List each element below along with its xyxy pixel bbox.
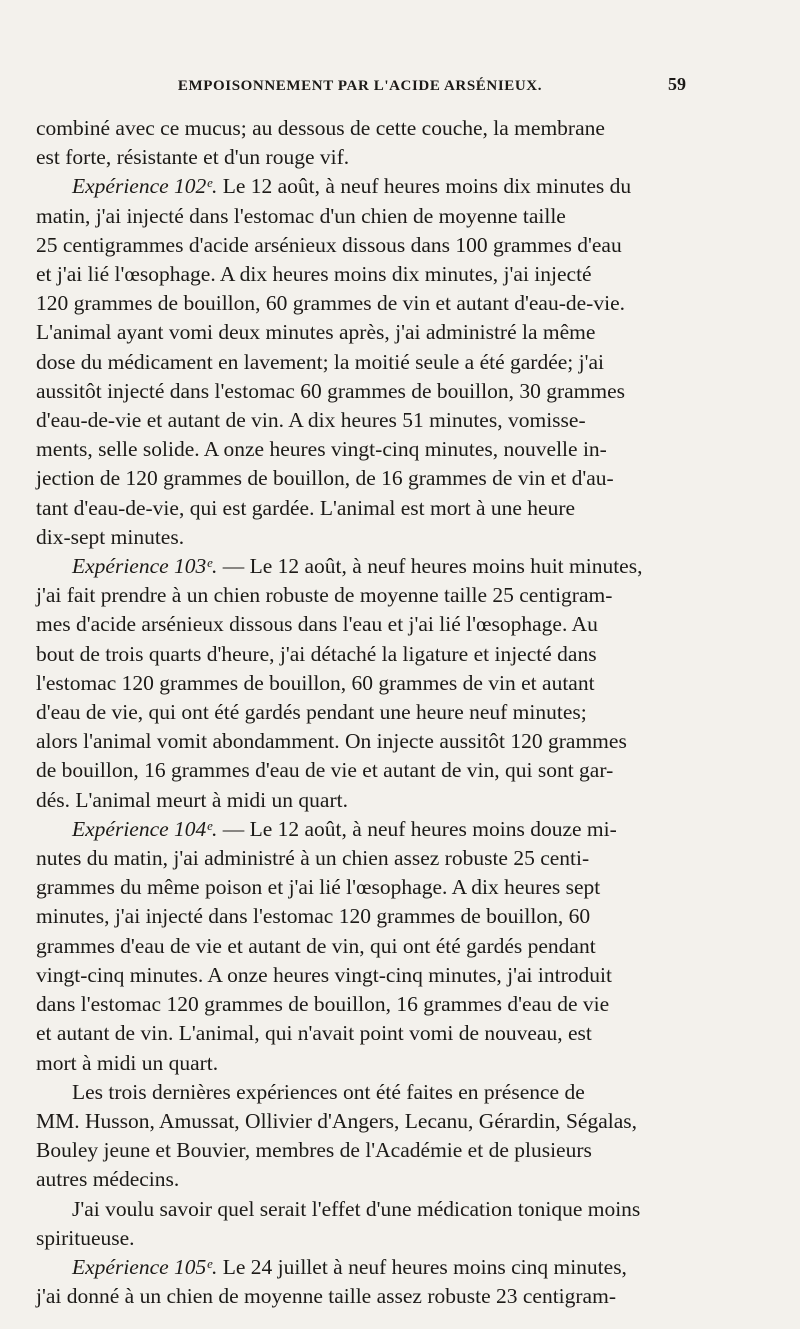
line-text: dose du médicament en lavement; la moitié seule a été gardée; j'ai [36, 349, 605, 374]
line-text: — Le 12 août, à neuf heures moins douze mi- [217, 816, 617, 841]
text-line [36, 786, 736, 815]
experiment-heading: Expérience 105ᵉ. [72, 1254, 218, 1279]
line-text: d'eau-de-vie et autant de vin. A dix heures 51 minutes, vomisse- [36, 408, 586, 433]
text-line [36, 348, 736, 377]
text-line [36, 406, 736, 435]
text-line [36, 727, 736, 756]
line-text: combiné avec ce mucus; au dessous de cette couche, la membrane [36, 116, 605, 140]
text-line [36, 1019, 736, 1048]
text-line [36, 377, 736, 406]
text-line [36, 260, 736, 289]
text-line [36, 1195, 736, 1224]
line-text: dans l'estomac 120 grammes de bouillon, 16 grammes d'eau de vie [36, 992, 610, 1017]
line-text: mort à midi un quart. [36, 1050, 219, 1075]
text-line [36, 1136, 736, 1165]
line-text: L'animal ayant vomi deux minutes après, j'ai administré la même [36, 320, 596, 345]
text-line [36, 873, 736, 902]
text-line [36, 581, 736, 610]
line-text: grammes du même poison et j'ai lié l'œsophage. A dix heures sept [36, 875, 601, 900]
line-text: ments, selle solide. A onze heures vingt-cinq minutes, nouvelle in- [36, 437, 607, 462]
text-line [36, 815, 736, 844]
text-line [36, 172, 736, 201]
experiment-heading: Expérience 104ᵉ. [72, 816, 218, 841]
line-text: MM. Husson, Amussat, Ollivier d'Angers, Lecanu, Gérardin, Ségalas, [36, 1108, 637, 1133]
line-text: Bouley jeune et Bouvier, membres de l'Académie et de plusieurs [36, 1138, 592, 1163]
body-text [36, 114, 736, 1311]
experiment-heading: Expérience 103ᵉ. [72, 554, 218, 579]
line-text: mes d'acide arsénieux dissous dans l'eau et j'ai lié l'œsophage. Au [36, 612, 598, 637]
line-text: nutes du matin, j'ai administré à un chien assez robuste 25 centi- [36, 846, 590, 871]
line-text: minutes, j'ai injecté dans l'estomac 120 grammes de bouillon, 60 [36, 904, 591, 929]
text-line [36, 318, 736, 347]
text-line [36, 1107, 736, 1136]
line-text: J'ai voulu savoir quel serait l'effet d'une médication tonique moins [72, 1196, 641, 1221]
line-text: spiritueuse. [36, 1225, 135, 1250]
page-number: 59 [668, 74, 686, 94]
line-text: jection de 120 grammes de bouillon, de 16 grammes de vin et d'au- [36, 466, 614, 491]
text-line [36, 844, 736, 873]
line-text: l'estomac 120 grammes de bouillon, 60 grammes de vin et autant [36, 670, 595, 695]
text-line [36, 464, 736, 493]
text-line [36, 1282, 736, 1311]
line-text: Les trois dernières expériences ont été faites en présence de [72, 1079, 585, 1104]
line-text: matin, j'ai injecté dans l'estomac d'un chien de moyenne taille [36, 203, 566, 228]
line-text: j'ai fait prendre à un chien robuste de moyenne taille 25 centigram- [36, 583, 613, 608]
line-text: tant d'eau-de-vie, qui est gardée. L'animal est mort à une heure [36, 495, 576, 520]
line-text: autres médecins. [36, 1167, 180, 1192]
text-line [36, 640, 736, 669]
line-text: alors l'animal vomit abondamment. On injecte aussitôt 120 grammes [36, 729, 627, 754]
line-text: d'eau de vie, qui ont été gardés pendant une heure neuf minutes; [36, 700, 587, 725]
text-line [36, 902, 736, 931]
text-line [36, 990, 736, 1019]
text-line [36, 756, 736, 785]
text-line [36, 932, 736, 961]
text-line [36, 1165, 736, 1194]
line-text: 25 centigrammes d'acide arsénieux dissous dans 100 grammes d'eau [36, 232, 622, 257]
text-line [36, 1253, 736, 1282]
line-text: vingt-cinq minutes. A onze heures vingt-cinq minutes, j'ai introduit [36, 962, 612, 987]
line-text: de bouillon, 16 grammes d'eau de vie et autant de vin, qui sont gar- [36, 758, 614, 783]
line-text: est forte, résistante et d'un rouge vif. [36, 145, 350, 170]
line-text: dés. L'animal meurt à midi un quart. [36, 787, 348, 812]
text-line [36, 961, 736, 990]
text-line [36, 143, 736, 172]
experiment-heading: Expérience 102ᵉ. [72, 174, 218, 199]
text-line [36, 610, 736, 639]
line-text: bout de trois quarts d'heure, j'ai détaché la ligature et injecté dans [36, 641, 597, 666]
text-line [36, 231, 736, 260]
line-text: j'ai donné à un chien de moyenne taille assez robuste 23 centigram- [36, 1284, 616, 1309]
line-text: 120 grammes de bouillon, 60 grammes de vin et autant d'eau-de-vie. [36, 291, 625, 316]
line-text: dix-sept minutes. [36, 524, 185, 549]
text-line [36, 669, 736, 698]
text-line [36, 523, 736, 552]
text-line [36, 202, 736, 231]
text-line [36, 289, 736, 318]
running-header: EMPOISONNEMENT PAR L'ACIDE ARSÉNIEUX. [177, 78, 543, 94]
text-line [36, 1224, 736, 1253]
line-text: Le 12 août, à neuf heures moins dix minutes du [217, 174, 632, 199]
text-line [36, 114, 736, 143]
text-line [36, 698, 736, 727]
line-text: grammes d'eau de vie et autant de vin, qui ont été gardés pendant [36, 933, 596, 958]
line-text: et j'ai lié l'œsophage. A dix heures moins dix minutes, j'ai injecté [36, 262, 592, 287]
line-text: — Le 12 août, à neuf heures moins huit minutes, [217, 554, 643, 579]
line-text: et autant de vin. L'animal, qui n'avait point vomi de nouveau, est [36, 1021, 592, 1046]
text-line [36, 494, 736, 523]
text-line [36, 1049, 736, 1078]
text-line [36, 1078, 736, 1107]
line-text: Le 24 juillet à neuf heures moins cinq minutes, [217, 1254, 627, 1279]
text-line [36, 552, 736, 581]
text-line [36, 435, 736, 464]
line-text: aussitôt injecté dans l'estomac 60 grammes de bouillon, 30 grammes [36, 378, 626, 403]
